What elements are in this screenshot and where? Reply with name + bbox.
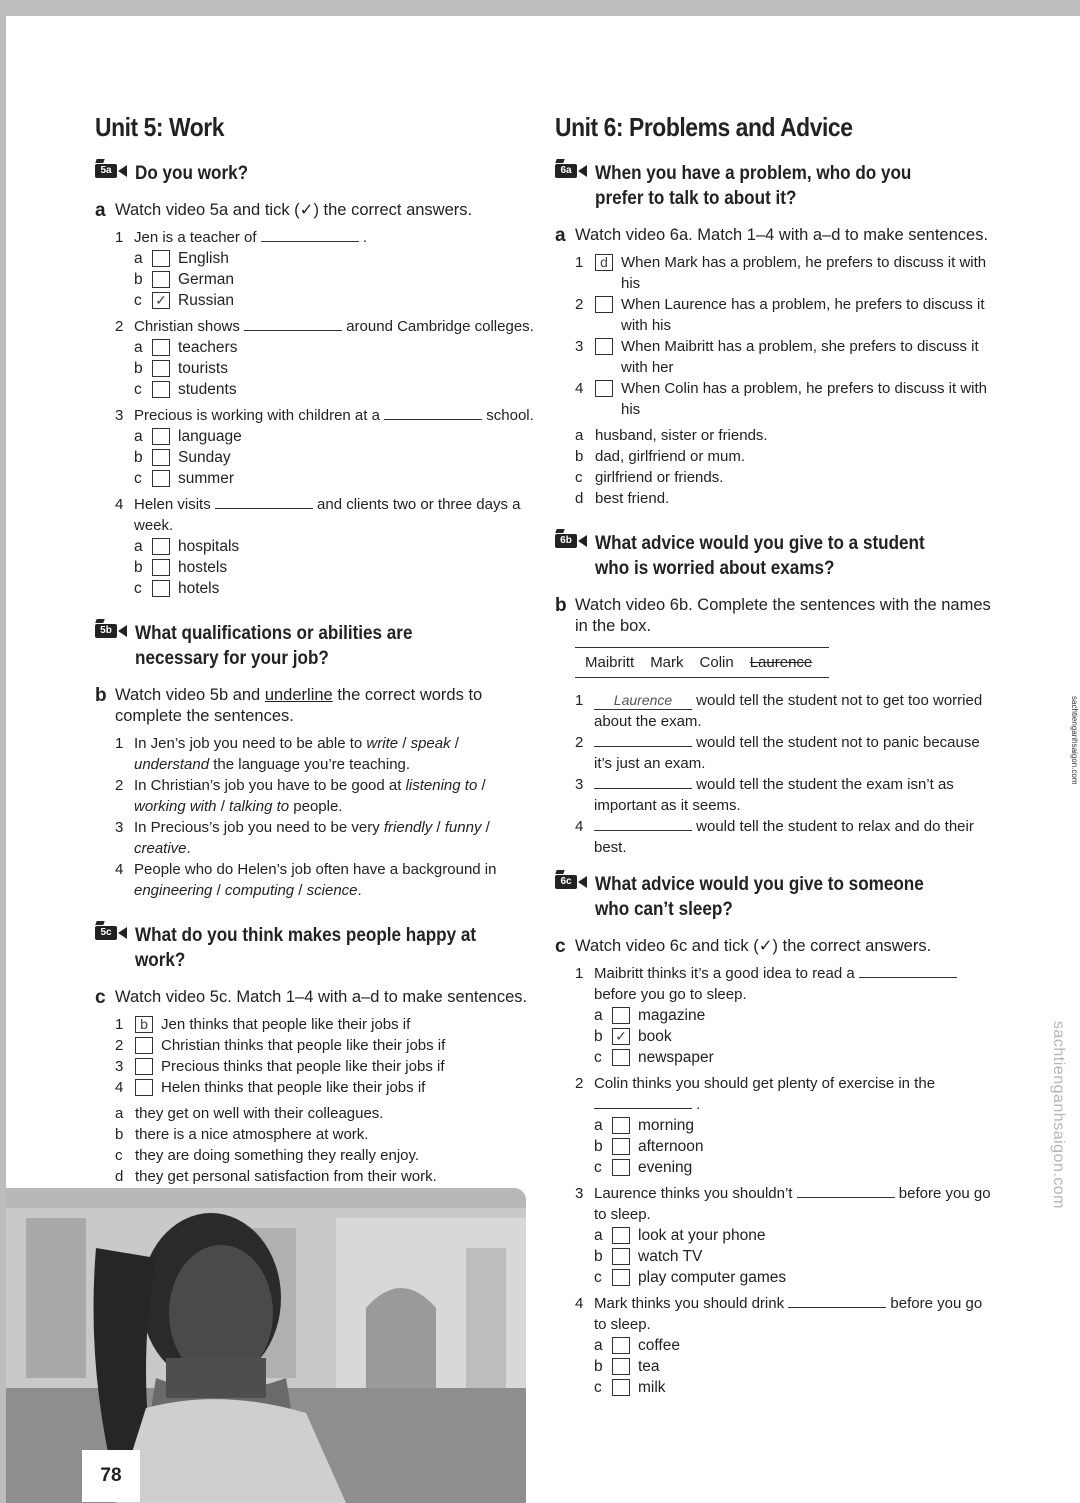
word-option[interactable]: friendly xyxy=(383,819,433,836)
option-text: Russian xyxy=(178,292,234,309)
task-6c: c Watch video 6c and tick (✓) the correct answers. xyxy=(555,936,932,957)
sentence-number: 3 xyxy=(575,776,584,793)
video-5b-heading xyxy=(95,621,535,671)
sentence-text: would tell the student the exam isn’t as important as it seems. xyxy=(594,776,954,814)
task-5a: a Watch video 5a and tick (✓) the correct answers. xyxy=(95,200,473,221)
option-text: morning xyxy=(638,1117,694,1134)
sentence-text: Laurence would tell the student not to get too worried about the exam. xyxy=(594,692,983,730)
checkbox[interactable] xyxy=(612,1117,630,1134)
word-option[interactable]: listening to xyxy=(405,777,478,794)
sentence-item xyxy=(555,690,995,732)
option-letter: a xyxy=(134,538,143,555)
task-6b-items xyxy=(555,690,995,858)
option-row xyxy=(555,1377,995,1398)
option-row xyxy=(95,248,535,269)
option-text: German xyxy=(178,271,234,288)
answer-item xyxy=(95,1145,535,1166)
item-number: 1 xyxy=(115,1016,124,1033)
unit-6-title: Unit 6: Problems and Advice xyxy=(555,112,853,142)
sentence-number: 4 xyxy=(115,861,124,878)
task-5b-items xyxy=(95,733,535,901)
sentence-number: 3 xyxy=(115,819,124,836)
checkbox[interactable] xyxy=(612,1007,630,1024)
option-letter: b xyxy=(594,1138,603,1155)
sentence-item xyxy=(555,774,995,816)
page-number: 78 xyxy=(82,1450,140,1502)
answer-letter: a xyxy=(575,427,584,444)
question-text: Christian shows around Cambridge colleges. xyxy=(134,318,534,335)
option-letter: b xyxy=(134,360,143,377)
option-letter: b xyxy=(134,449,143,466)
option-letter: b xyxy=(594,1028,603,1045)
checkbox[interactable] xyxy=(612,1358,630,1375)
option-letter: b xyxy=(134,559,143,576)
match-item xyxy=(95,1014,535,1035)
match-box[interactable] xyxy=(595,296,613,313)
option-row xyxy=(555,1047,995,1068)
match-box[interactable]: d xyxy=(595,254,613,271)
checkbox[interactable] xyxy=(152,538,170,555)
answer-item xyxy=(95,1124,535,1145)
option-row xyxy=(555,1157,995,1178)
question-item xyxy=(95,227,535,248)
names-box: Maibritt Mark Colin Laurence xyxy=(575,647,829,678)
sentence-number: 2 xyxy=(115,777,124,794)
item-text: When Laurence has a problem, he prefers to discuss it with his xyxy=(621,296,985,334)
checkbox[interactable] xyxy=(612,1269,630,1286)
sentence-number: 2 xyxy=(575,734,584,751)
answer-text: they get on well with their colleagues. xyxy=(135,1105,384,1122)
question-number: 3 xyxy=(115,407,124,424)
option-text: milk xyxy=(638,1379,666,1396)
sentence-item xyxy=(95,817,535,859)
sentence-text: In Christian’s job you have to be good at listening to / working with / talking to people. xyxy=(134,777,486,815)
task-6a: a Watch video 6a. Match 1–4 with a–d to make sentences. xyxy=(555,225,989,246)
task-6a-answers xyxy=(555,425,995,509)
item-text: When Maibritt has a problem, she prefers to discuss it with her xyxy=(621,338,979,376)
answer-letter: a xyxy=(115,1105,124,1122)
match-box[interactable] xyxy=(595,338,613,355)
word-option[interactable]: funny xyxy=(444,819,482,836)
sentence-number: 1 xyxy=(575,692,584,709)
option-row xyxy=(555,1267,995,1288)
option-letter: a xyxy=(134,250,143,267)
option-letter: a xyxy=(134,428,143,445)
option-text: hospitals xyxy=(178,538,240,555)
checkbox[interactable] xyxy=(612,1379,630,1396)
option-letter: b xyxy=(594,1248,603,1265)
sentence-text: In Precious’s job you need to be very friendly / funny / creative. xyxy=(134,819,490,857)
left-column xyxy=(95,112,535,1187)
option-text: students xyxy=(178,381,237,398)
task-5a-items xyxy=(95,227,535,599)
answer-blank xyxy=(244,317,342,331)
checkbox[interactable] xyxy=(152,271,170,288)
match-box[interactable]: b xyxy=(135,1016,153,1033)
word-option[interactable]: understand xyxy=(134,756,210,773)
video-5c-question: What do you think makes people happy at work? xyxy=(135,925,477,971)
sentence-text: would tell the student to relax and do their best. xyxy=(594,818,974,856)
match-item xyxy=(555,336,995,378)
word-option[interactable]: talking to xyxy=(229,798,290,815)
match-item xyxy=(95,1077,535,1098)
option-row xyxy=(95,536,535,557)
match-box[interactable] xyxy=(135,1079,153,1096)
question-text: Maibritt thinks it’s a good idea to read a before you go to sleep. xyxy=(594,963,995,1005)
task-6a-items xyxy=(555,252,995,420)
sentence-item xyxy=(555,732,995,774)
answer-text: they get personal satisfaction from their work. xyxy=(135,1168,437,1185)
option-row xyxy=(555,1115,995,1136)
match-item xyxy=(95,1035,535,1056)
option-row xyxy=(95,290,535,311)
match-item xyxy=(555,294,995,336)
match-box[interactable] xyxy=(135,1037,153,1054)
answer-blank xyxy=(384,406,482,420)
checkbox[interactable] xyxy=(152,360,170,377)
option-letter: c xyxy=(594,1269,602,1286)
option-row xyxy=(95,426,535,447)
item-text: Helen thinks that people like their jobs if xyxy=(161,1079,426,1096)
video-camera-icon: 6c xyxy=(555,875,587,889)
checkbox[interactable] xyxy=(612,1227,630,1244)
option-row xyxy=(95,337,535,358)
checkbox[interactable]: ✓ xyxy=(152,292,170,309)
option-row xyxy=(95,468,535,489)
option-text: watch TV xyxy=(638,1248,703,1265)
option-row xyxy=(95,447,535,468)
watermark-small: sachtienganhsaigon.com xyxy=(1070,696,1079,785)
item-number: 3 xyxy=(115,1058,124,1075)
answer-letter: d xyxy=(115,1168,124,1185)
video-5c-heading xyxy=(95,923,535,973)
option-text: English xyxy=(178,250,229,267)
checkbox[interactable] xyxy=(152,339,170,356)
checkbox[interactable] xyxy=(152,428,170,445)
task-5c-items xyxy=(95,1014,535,1098)
sentence-text: People who do Helen’s job often have a background in engineering / computing / science. xyxy=(134,861,497,899)
checkbox[interactable]: ✓ xyxy=(612,1028,630,1045)
option-letter: a xyxy=(594,1337,603,1354)
option-letter: c xyxy=(134,470,142,487)
answer-item xyxy=(95,1166,535,1187)
question-number: 3 xyxy=(575,1185,584,1202)
option-letter: c xyxy=(594,1049,602,1066)
item-text: When Colin has a problem, he prefers to discuss it with his xyxy=(621,380,987,418)
option-row xyxy=(555,1225,995,1246)
match-item xyxy=(555,252,995,294)
option-letter: a xyxy=(594,1227,603,1244)
task-6c-items xyxy=(555,963,995,1398)
item-number: 2 xyxy=(575,296,584,313)
option-row xyxy=(555,1335,995,1356)
checkbox[interactable] xyxy=(152,449,170,466)
question-number: 2 xyxy=(115,318,124,335)
video-6c-heading xyxy=(555,872,995,922)
option-row xyxy=(555,1246,995,1267)
option-text: hostels xyxy=(178,559,228,576)
question-item xyxy=(95,316,535,337)
sentence-number: 1 xyxy=(115,735,124,752)
question-item xyxy=(95,494,535,536)
option-row xyxy=(95,379,535,400)
worksheet-page xyxy=(6,16,1080,1503)
option-letter: b xyxy=(594,1358,603,1375)
question-text: Mark thinks you should drink before you go to sleep. xyxy=(594,1295,983,1333)
sentence-text: In Jen’s job you need to be able to write / speak / understand the language you’re teaching. xyxy=(134,735,459,773)
option-text: Sunday xyxy=(178,449,231,466)
question-item xyxy=(555,1073,995,1115)
question-number: 4 xyxy=(575,1295,584,1312)
video-5b-question: What qualifications or abilities are necessary for your job? xyxy=(135,623,413,669)
word-option[interactable]: creative xyxy=(134,840,187,857)
video-5a-heading xyxy=(95,161,535,186)
item-number: 3 xyxy=(575,338,584,355)
checkbox[interactable] xyxy=(152,470,170,487)
option-text: book xyxy=(638,1028,672,1045)
item-number: 4 xyxy=(575,380,584,397)
video-6a-question: When you have a problem, who do you prefer to talk to about it? xyxy=(595,163,912,209)
option-text: tourists xyxy=(178,360,228,377)
question-text: Helen visits and clients two or three days a week. xyxy=(134,496,521,534)
sentence-item xyxy=(95,859,535,901)
item-number: 1 xyxy=(575,254,584,271)
answer-letter: d xyxy=(575,490,584,507)
question-item xyxy=(555,963,995,1005)
task-5c-answers xyxy=(95,1103,535,1187)
word-option[interactable]: speak xyxy=(410,735,451,752)
checkbox[interactable] xyxy=(152,250,170,267)
item-text: Precious thinks that people like their jobs if xyxy=(161,1058,445,1075)
match-item xyxy=(95,1056,535,1077)
option-row xyxy=(95,358,535,379)
task-6b: b Watch video 6b. Complete the sentences with the names in the box. xyxy=(555,595,991,635)
task-5c: c Watch video 5c. Match 1–4 with a–d to make sentences. xyxy=(95,987,528,1008)
answer-letter: b xyxy=(575,448,584,465)
answer-blank[interactable] xyxy=(594,733,692,747)
answer-blank xyxy=(797,1184,895,1198)
question-number: 4 xyxy=(115,496,124,513)
word-option[interactable]: write xyxy=(366,735,399,752)
match-box[interactable] xyxy=(135,1058,153,1075)
answer-letter: c xyxy=(575,469,583,486)
video-camera-icon: 5b xyxy=(95,624,127,638)
answer-blank xyxy=(215,495,313,509)
option-text: magazine xyxy=(638,1007,706,1024)
option-row xyxy=(555,1356,995,1377)
video-6c-question: What advice would you give to someone who can’t sleep? xyxy=(595,874,924,920)
answer-blank[interactable]: Laurence xyxy=(594,693,692,710)
item-number: 2 xyxy=(115,1037,124,1054)
video-camera-icon: 6b xyxy=(555,534,587,548)
answer-blank xyxy=(859,964,957,978)
task-5b: b Watch video 5b and underline the correct words to complete the sentences. xyxy=(95,685,483,725)
word-option[interactable]: science xyxy=(306,882,358,899)
sentence-item xyxy=(95,733,535,775)
answer-text: there is a nice atmosphere at work. xyxy=(135,1126,369,1143)
right-column xyxy=(555,112,995,1398)
checkbox[interactable] xyxy=(612,1159,630,1176)
question-item xyxy=(95,405,535,426)
sentence-text: would tell the student not to panic because it’s just an exam. xyxy=(594,734,980,772)
checkbox[interactable] xyxy=(152,381,170,398)
option-text: hotels xyxy=(178,580,220,597)
question-text: Jen is a teacher of . xyxy=(134,229,368,246)
answer-item xyxy=(555,446,995,467)
item-text: Jen thinks that people like their jobs if xyxy=(161,1016,411,1033)
checkbox[interactable] xyxy=(612,1138,630,1155)
option-text: play computer games xyxy=(638,1269,787,1286)
question-number: 1 xyxy=(115,229,124,246)
option-text: evening xyxy=(638,1159,693,1176)
sentence-item xyxy=(555,816,995,858)
question-text: Colin thinks you should get plenty of exercise in the . xyxy=(594,1075,936,1113)
answer-text: best friend. xyxy=(595,490,670,507)
checkbox[interactable] xyxy=(152,559,170,576)
answer-blank[interactable] xyxy=(594,775,692,789)
match-item xyxy=(555,378,995,420)
watermark: sachtienganhsaigon.com xyxy=(1050,1021,1067,1210)
answer-letter: c xyxy=(115,1147,123,1164)
checkbox[interactable] xyxy=(612,1248,630,1265)
answer-blank xyxy=(261,228,359,242)
item-number: 4 xyxy=(115,1079,124,1096)
option-letter: c xyxy=(134,580,142,597)
question-number: 2 xyxy=(575,1075,584,1092)
word-option[interactable]: working with xyxy=(134,798,217,815)
option-letter: c xyxy=(134,381,142,398)
question-item xyxy=(555,1183,995,1225)
item-text: Christian thinks that people like their jobs if xyxy=(161,1037,446,1054)
video-camera-icon: 5c xyxy=(95,926,127,940)
option-letter: a xyxy=(134,339,143,356)
option-text: tea xyxy=(638,1358,660,1375)
word-option[interactable]: computing xyxy=(224,882,295,899)
video-camera-icon: 6a xyxy=(555,164,587,178)
question-text: Laurence thinks you shouldn’t before you go to sleep. xyxy=(594,1185,991,1223)
answer-letter: b xyxy=(115,1126,124,1143)
question-text: Precious is working with children at a school. xyxy=(134,407,534,424)
option-text: language xyxy=(178,428,242,445)
question-item xyxy=(555,1293,995,1335)
video-6b-heading xyxy=(555,531,995,581)
option-row xyxy=(555,1136,995,1157)
option-row xyxy=(555,1005,995,1026)
option-letter: c xyxy=(594,1379,602,1396)
word-option[interactable]: engineering xyxy=(134,882,213,899)
checkbox[interactable] xyxy=(152,580,170,597)
answer-item xyxy=(555,425,995,446)
option-row xyxy=(95,557,535,578)
option-row xyxy=(555,1026,995,1047)
option-letter: c xyxy=(594,1159,602,1176)
sentence-number: 4 xyxy=(575,818,584,835)
answer-text: husband, sister or friends. xyxy=(595,427,768,444)
option-text: newspaper xyxy=(638,1049,714,1066)
answer-blank[interactable] xyxy=(594,817,692,831)
answer-item xyxy=(555,467,995,488)
video-6a-heading xyxy=(555,161,995,211)
sentence-item xyxy=(95,775,535,817)
match-box[interactable] xyxy=(595,380,613,397)
checkbox[interactable] xyxy=(612,1049,630,1066)
option-letter: a xyxy=(594,1007,603,1024)
video-6b-question: What advice would you give to a student who is worried about exams? xyxy=(595,533,925,579)
video-5a-question: Do you work? xyxy=(135,163,249,184)
option-letter: a xyxy=(594,1117,603,1134)
option-text: summer xyxy=(178,470,234,487)
option-text: teachers xyxy=(178,339,238,356)
answer-blank xyxy=(594,1095,692,1109)
option-row xyxy=(95,578,535,599)
checkbox[interactable] xyxy=(612,1337,630,1354)
answer-blank xyxy=(788,1294,886,1308)
answer-item xyxy=(95,1103,535,1124)
option-row xyxy=(95,269,535,290)
answer-item xyxy=(555,488,995,509)
answer-text: girlfriend or friends. xyxy=(595,469,724,486)
answer-text: dad, girlfriend or mum. xyxy=(595,448,746,465)
answer-text: they are doing something they really enjoy. xyxy=(135,1147,420,1164)
option-text: look at your phone xyxy=(638,1227,766,1244)
unit-5-title: Unit 5: Work xyxy=(95,112,225,142)
option-letter: b xyxy=(134,271,143,288)
question-number: 1 xyxy=(575,965,584,982)
item-text: When Mark has a problem, he prefers to discuss it with his xyxy=(621,254,987,292)
option-text: afternoon xyxy=(638,1138,704,1155)
option-text: coffee xyxy=(638,1337,680,1354)
option-letter: c xyxy=(134,292,142,309)
video-camera-icon: 5a xyxy=(95,164,127,178)
